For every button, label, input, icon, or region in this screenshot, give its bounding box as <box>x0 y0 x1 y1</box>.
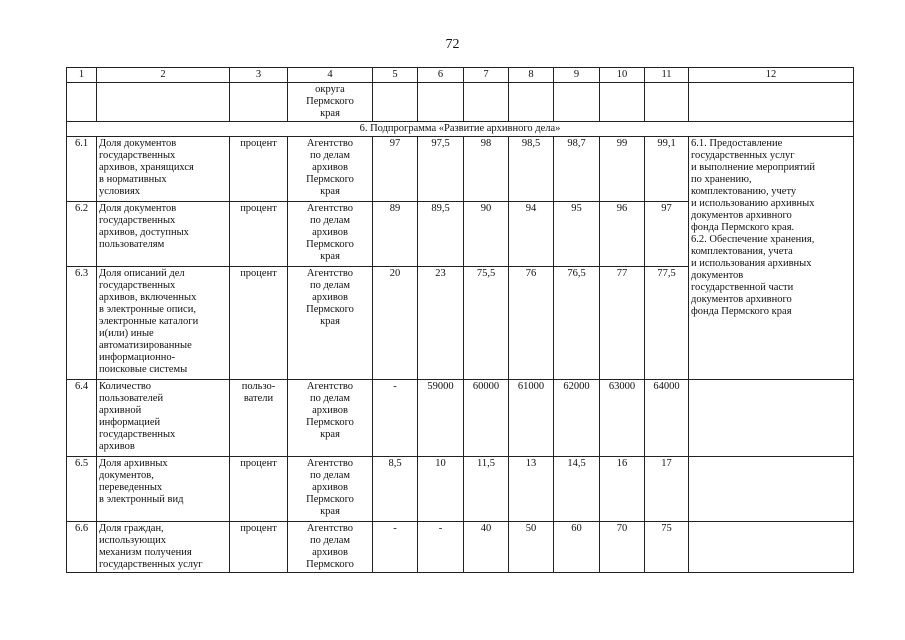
value-cell: 76 <box>509 267 554 380</box>
value-cell: 77,5 <box>645 267 689 380</box>
empty-cell <box>464 83 509 122</box>
row-number: 6.6 <box>67 522 97 573</box>
header-cell: 3 <box>230 68 288 83</box>
row-number: 6.5 <box>67 457 97 522</box>
value-cell: 62000 <box>554 380 600 457</box>
value-cell: 97 <box>373 137 418 202</box>
value-cell: - <box>373 522 418 573</box>
row-number: 6.2 <box>67 202 97 267</box>
value-cell: 23 <box>418 267 464 380</box>
unit-cell: процент <box>230 137 288 202</box>
value-cell: 50 <box>509 522 554 573</box>
header-cell: 4 <box>288 68 373 83</box>
indicator-name: Доля документов государственных архивов, хранящихся в нормативных условиях <box>97 137 230 202</box>
header-cell: 1 <box>67 68 97 83</box>
indicator-name: Доля описаний дел государственных архивов, включенных в электронные описи, электронные каталоги и(или) иные автоматизированные информационно- поисковые системы <box>97 267 230 380</box>
value-cell: - <box>418 522 464 573</box>
value-cell: 90 <box>464 202 509 267</box>
value-cell: 75,5 <box>464 267 509 380</box>
header-cell: 2 <box>97 68 230 83</box>
agency-cell: Агентство по делам архивов Пермского края <box>288 457 373 522</box>
value-cell: 77 <box>600 267 645 380</box>
table-row <box>67 457 854 522</box>
empty-cell <box>689 522 854 573</box>
unit-cell: пользо- ватели <box>230 380 288 457</box>
empty-cell <box>230 83 288 122</box>
row-number: 6.1 <box>67 137 97 202</box>
header-cell: 10 <box>600 68 645 83</box>
header-cell: 6 <box>418 68 464 83</box>
agency-cell: Агентство по делам архивов Пермского края <box>288 137 373 202</box>
unit-cell: процент <box>230 522 288 573</box>
activities-note: 6.1. Предоставление государственных услуг и выполнение мероприятий по хранению, комплектованию, учету и использованию архивных документов архивного фонда Пермского края. 6.2. Обеспечение хранения, комплектования, учета и использования архивных документов государственной части документов архивного фонда Пермского края <box>689 137 854 380</box>
agency-cell: округа Пермского края <box>288 83 373 122</box>
empty-cell <box>373 83 418 122</box>
empty-cell <box>554 83 600 122</box>
table-row <box>67 137 854 202</box>
value-cell: 97 <box>645 202 689 267</box>
value-cell: 8,5 <box>373 457 418 522</box>
header-cell: 5 <box>373 68 418 83</box>
value-cell: 61000 <box>509 380 554 457</box>
value-cell: 10 <box>418 457 464 522</box>
value-cell: 98,7 <box>554 137 600 202</box>
indicator-name: Доля документов государственных архивов, доступных пользователям <box>97 202 230 267</box>
row-number: 6.4 <box>67 380 97 457</box>
header-cell: 12 <box>689 68 854 83</box>
agency-cell: Агентство по делам архивов Пермского края <box>288 267 373 380</box>
empty-cell <box>689 83 854 122</box>
value-cell: 99,1 <box>645 137 689 202</box>
header-cell: 11 <box>645 68 689 83</box>
header-row <box>67 68 854 83</box>
empty-cell <box>67 83 97 122</box>
value-cell: 14,5 <box>554 457 600 522</box>
section-row <box>67 122 854 137</box>
header-cell: 7 <box>464 68 509 83</box>
continuation-row <box>67 83 854 122</box>
value-cell: 95 <box>554 202 600 267</box>
value-cell: 17 <box>645 457 689 522</box>
empty-cell <box>418 83 464 122</box>
value-cell: 64000 <box>645 380 689 457</box>
value-cell: 98 <box>464 137 509 202</box>
value-cell: 89 <box>373 202 418 267</box>
empty-cell <box>645 83 689 122</box>
value-cell: 97,5 <box>418 137 464 202</box>
table-row <box>67 522 854 573</box>
empty-cell <box>600 83 645 122</box>
indicator-name: Доля архивных документов, переведенных в электронный вид <box>97 457 230 522</box>
value-cell: 89,5 <box>418 202 464 267</box>
value-cell: 96 <box>600 202 645 267</box>
header-cell: 9 <box>554 68 600 83</box>
section-title: 6. Подпрограмма «Развитие архивного дела» <box>67 122 854 137</box>
indicators-table <box>66 67 854 573</box>
value-cell: 40 <box>464 522 509 573</box>
unit-cell: процент <box>230 457 288 522</box>
agency-cell: Агентство по делам архивов Пермского края <box>288 202 373 267</box>
value-cell: 75 <box>645 522 689 573</box>
value-cell: 99 <box>600 137 645 202</box>
value-cell: 11,5 <box>464 457 509 522</box>
empty-cell <box>97 83 230 122</box>
value-cell: 60 <box>554 522 600 573</box>
value-cell: 59000 <box>418 380 464 457</box>
value-cell: 63000 <box>600 380 645 457</box>
value-cell: 60000 <box>464 380 509 457</box>
table-row <box>67 380 854 457</box>
unit-cell: процент <box>230 202 288 267</box>
header-cell: 8 <box>509 68 554 83</box>
indicator-name: Доля граждан, использующих механизм получения государственных услуг <box>97 522 230 573</box>
value-cell: 13 <box>509 457 554 522</box>
value-cell: 98,5 <box>509 137 554 202</box>
indicator-name: Количество пользователей архивной информацией государственных архивов <box>97 380 230 457</box>
page-number: 72 <box>445 37 460 52</box>
empty-cell <box>509 83 554 122</box>
value-cell: 70 <box>600 522 645 573</box>
value-cell: - <box>373 380 418 457</box>
value-cell: 94 <box>509 202 554 267</box>
empty-cell <box>689 457 854 522</box>
row-number: 6.3 <box>67 267 97 380</box>
value-cell: 16 <box>600 457 645 522</box>
empty-cell <box>689 380 854 457</box>
agency-cell: Агентство по делам архивов Пермского края <box>288 380 373 457</box>
value-cell: 76,5 <box>554 267 600 380</box>
agency-cell: Агентство по делам архивов Пермского <box>288 522 373 573</box>
value-cell: 20 <box>373 267 418 380</box>
unit-cell: процент <box>230 267 288 380</box>
